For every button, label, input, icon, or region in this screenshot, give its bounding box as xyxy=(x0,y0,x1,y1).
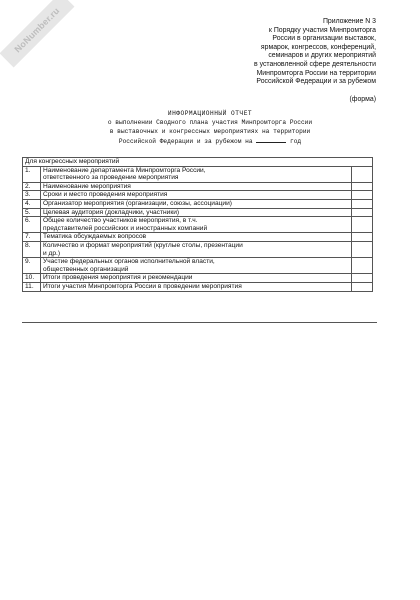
table-row xyxy=(23,182,373,191)
row-value-cell xyxy=(352,199,373,208)
appendix-line: России в организации выставок, xyxy=(272,35,376,43)
appendix-note xyxy=(186,18,376,87)
report-subtitle-text: год xyxy=(289,138,302,146)
row-value-cell xyxy=(352,241,373,257)
table-row xyxy=(23,217,373,233)
row-label-line: Сроки и место проведения мероприятия xyxy=(43,191,168,199)
row-number: 10. xyxy=(23,274,41,283)
appendix-line: Российской Федерации и за рубежом xyxy=(256,78,376,86)
table-row xyxy=(23,191,373,200)
row-number: 9. xyxy=(23,258,41,274)
row-label xyxy=(41,166,352,182)
year-blank xyxy=(256,136,286,143)
row-number: 11. xyxy=(23,282,41,291)
report-subtitle-line xyxy=(0,136,420,147)
report-title xyxy=(0,110,420,147)
row-label-line: и др.) xyxy=(43,249,61,257)
appendix-line: ярмарок, конгрессов, конференций, xyxy=(260,43,376,51)
bottom-divider xyxy=(22,322,377,323)
watermark: NoNumber.ru xyxy=(0,0,74,67)
table-row xyxy=(23,282,373,291)
row-value-cell xyxy=(352,208,373,217)
row-value-cell xyxy=(352,233,373,242)
row-number: 8. xyxy=(23,241,41,257)
report-subtitle-text: Российской Федерации и за рубежом на xyxy=(118,138,253,146)
row-label-line: Тематика обсуждаемых вопросов xyxy=(43,233,147,241)
table-header-row xyxy=(23,158,373,167)
table-row xyxy=(23,233,373,242)
table-section-header: Для конгрессных мероприятий xyxy=(23,158,373,167)
row-label-line: Наименование мероприятия xyxy=(43,182,131,190)
row-label xyxy=(41,217,352,233)
row-value-cell xyxy=(352,274,373,283)
row-number: 5. xyxy=(23,208,41,217)
row-label xyxy=(41,258,352,274)
row-label xyxy=(41,208,352,217)
row-number: 6. xyxy=(23,217,41,233)
appendix-line: семинаров и других мероприятий xyxy=(268,52,376,60)
appendix-line: Минпромторга России на территории xyxy=(256,69,376,77)
row-number: 7. xyxy=(23,233,41,242)
row-label xyxy=(41,182,352,191)
row-label xyxy=(41,282,352,291)
report-table xyxy=(22,157,373,292)
table-row xyxy=(23,258,373,274)
row-label xyxy=(41,191,352,200)
row-value-cell xyxy=(352,258,373,274)
report-heading: ИНФОРМАЦИОННЫЙ ОТЧЕТ xyxy=(167,110,253,117)
row-label-line: Организатор мероприятия (организации, союзы, ассоциации) xyxy=(43,199,232,207)
form-label: (форма) xyxy=(349,96,376,103)
row-label-line: Количество и формат мероприятий (круглые столы, презентации xyxy=(43,241,243,249)
appendix-line: Приложение N 3 xyxy=(322,18,376,25)
row-label-line: общественных организаций xyxy=(43,265,129,273)
table-row xyxy=(23,274,373,283)
appendix-line: к Порядку участия Минпромторга xyxy=(268,26,376,34)
row-value-cell xyxy=(352,282,373,291)
row-label-line: Общее количество участников мероприятия, в т.ч. xyxy=(43,217,198,225)
row-value-cell xyxy=(352,217,373,233)
row-label xyxy=(41,241,352,257)
table-row xyxy=(23,208,373,217)
row-label xyxy=(41,274,352,283)
table-row xyxy=(23,241,373,257)
report-subtitle-line: о выполнении Сводного плана участия Минпромторга России xyxy=(107,118,313,126)
row-label-line: Участие федеральных органов исполнительной власти, xyxy=(43,258,215,266)
row-label-line: представителей российских и иностранных компаний xyxy=(43,224,208,232)
row-number: 4. xyxy=(23,199,41,208)
table-row xyxy=(23,199,373,208)
appendix-line: в установленной сфере деятельности xyxy=(254,60,376,68)
row-number: 2. xyxy=(23,182,41,191)
row-value-cell xyxy=(352,166,373,182)
row-label-line: Целевая аудитория (докладчики, участники) xyxy=(43,208,180,216)
row-value-cell xyxy=(352,191,373,200)
row-label-line: Итоги проведения мероприятия и рекомендации xyxy=(43,274,193,282)
row-value-cell xyxy=(352,182,373,191)
row-label-line: Итоги участия Минпромторга России в проведении мероприятия xyxy=(43,282,242,290)
row-label-line: Наименование департамента Минпромторга России, xyxy=(43,166,206,174)
report-subtitle-line: в выставочных и конгрессных мероприятиях на территории xyxy=(109,127,311,135)
row-number: 1. xyxy=(23,166,41,182)
row-label-line: ответственного за проведение мероприятия xyxy=(43,174,179,182)
table-row xyxy=(23,166,373,182)
row-label xyxy=(41,233,352,242)
row-number: 3. xyxy=(23,191,41,200)
row-label xyxy=(41,199,352,208)
